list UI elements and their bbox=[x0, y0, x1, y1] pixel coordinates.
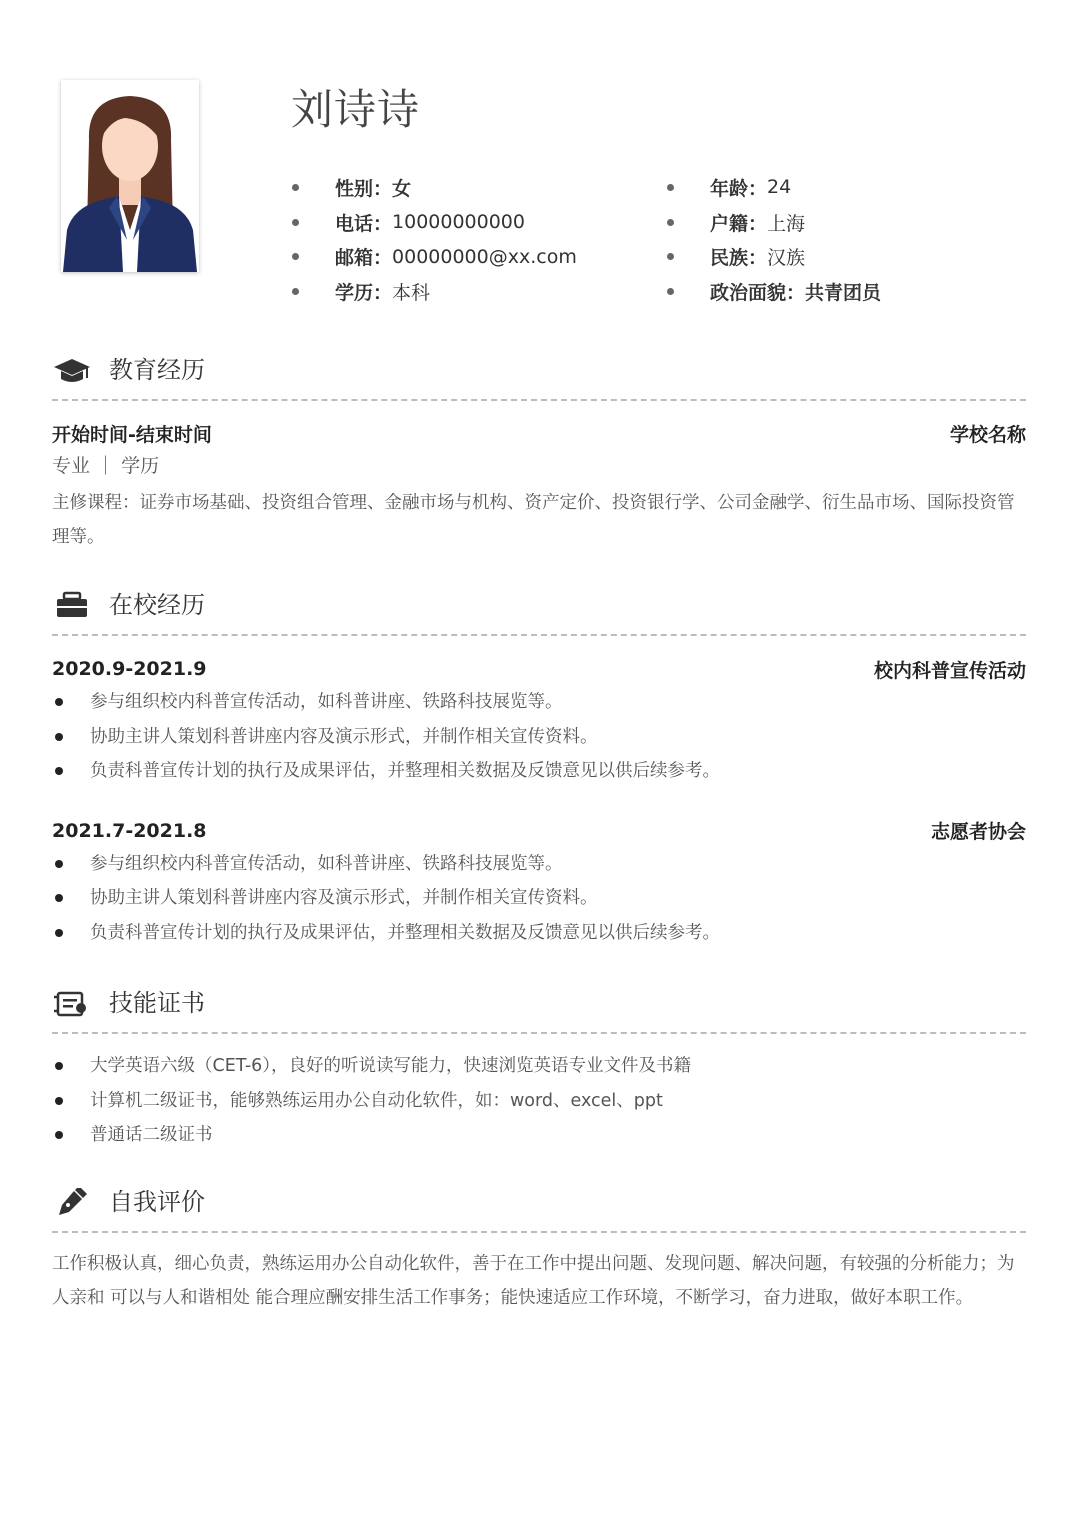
graduation-cap-icon bbox=[52, 356, 92, 386]
info-value: 00000000@xx.com bbox=[392, 245, 577, 268]
entry-period: 2020.9-2021.9 bbox=[52, 658, 207, 680]
bullet-dot bbox=[667, 219, 674, 226]
info-label: 户籍： bbox=[710, 212, 768, 235]
bullet-dot bbox=[292, 288, 299, 295]
campus-entry-header bbox=[52, 817, 1026, 845]
bullet-dot bbox=[292, 219, 299, 226]
info-ethnicity bbox=[667, 239, 881, 274]
info-value: 上海 bbox=[767, 212, 806, 235]
school-name: 学校名称 bbox=[949, 423, 1026, 446]
info-label: 电话： bbox=[335, 212, 393, 235]
certificate-icon bbox=[52, 989, 92, 1019]
list-item: 普通话二级证书 bbox=[52, 1118, 1026, 1153]
info-label: 民族： bbox=[710, 247, 768, 270]
section-divider bbox=[52, 1231, 1026, 1233]
entry-period: 2021.7-2021.8 bbox=[52, 819, 207, 842]
briefcase-icon bbox=[52, 591, 92, 621]
list-item: 大学英语六级（CET-6），良好的听说读写能力，快速浏览英语专业文件及书籍 bbox=[52, 1049, 1026, 1084]
info-phone bbox=[292, 205, 577, 240]
section-divider bbox=[52, 634, 1026, 636]
info-value: 24 bbox=[767, 176, 792, 199]
pen-icon bbox=[52, 1188, 92, 1218]
info-value: 汉族 bbox=[767, 247, 806, 270]
info-political-status bbox=[667, 274, 881, 309]
education-header-row bbox=[52, 420, 1026, 446]
info-email bbox=[292, 239, 577, 274]
info-value: 共青团员 bbox=[805, 281, 882, 304]
major-degree: 专业 ｜ 学历 bbox=[52, 455, 160, 477]
entry-org: 志愿者协会 bbox=[930, 821, 1026, 843]
bullet-dot bbox=[292, 253, 299, 260]
skills-list bbox=[52, 1049, 1026, 1153]
self-eval-section bbox=[52, 1182, 1026, 1315]
section-header bbox=[52, 585, 1026, 625]
list-item: 协助主讲人策划科普讲座内容及演示形式，并制作相关宣传资料。 bbox=[52, 720, 1026, 755]
self-eval-text: 工作积极认真，细心负责，熟练运用办公自动化软件，善于在工作中提出问题、发现问题、解决问题，有较强的分析能力；为人亲和 可以与人和谐相处 能合理应酬安排生活工作事务；能快速适应工作环境，不断学习，奋力进取，做好本职工作。 bbox=[52, 1254, 1015, 1308]
info-age bbox=[667, 170, 881, 205]
list-item: 参与组织校内科普宣传活动，如科普讲座、铁路科技展览等。 bbox=[52, 685, 1026, 720]
avatar-illustration bbox=[61, 80, 199, 272]
info-hometown bbox=[667, 205, 881, 240]
list-item: 负责科普宣传计划的执行及成果评估，并整理相关数据及反馈意见以供后续参考。 bbox=[52, 754, 1026, 789]
info-label: 邮箱： bbox=[335, 247, 393, 270]
profile-photo bbox=[61, 80, 199, 272]
info-label: 学历： bbox=[335, 281, 393, 304]
info-gender bbox=[292, 170, 577, 205]
section-header bbox=[52, 1182, 1026, 1222]
info-value: 10000000000 bbox=[392, 211, 525, 234]
info-left-column bbox=[292, 170, 577, 309]
section-title: 教育经历 bbox=[109, 356, 205, 384]
candidate-name: 刘诗诗 bbox=[291, 85, 421, 134]
bullet-dot bbox=[667, 253, 674, 260]
section-header bbox=[52, 350, 1026, 390]
info-label: 年龄： bbox=[710, 177, 768, 200]
info-label: 政治面貌： bbox=[710, 281, 806, 304]
list-item: 计算机二级证书，能够熟练运用办公自动化软件，如：word、excel、ppt bbox=[52, 1084, 1026, 1119]
campus-entry-list bbox=[52, 847, 1026, 951]
list-item: 协助主讲人策划科普讲座内容及演示形式，并制作相关宣传资料。 bbox=[52, 881, 1026, 916]
section-divider bbox=[52, 1032, 1026, 1034]
bullet-dot bbox=[667, 288, 674, 295]
section-header bbox=[52, 983, 1026, 1023]
education-section bbox=[52, 350, 1026, 554]
education-period: 开始时间-结束时间 bbox=[52, 423, 212, 446]
info-value: 本科 bbox=[392, 281, 431, 304]
campus-entry-list bbox=[52, 685, 1026, 789]
entry-org: 校内科普宣传活动 bbox=[873, 659, 1026, 682]
list-item: 负责科普宣传计划的执行及成果评估，并整理相关数据及反馈意见以供后续参考。 bbox=[52, 916, 1026, 951]
section-title: 技能证书 bbox=[109, 989, 205, 1017]
bullet-dot bbox=[667, 184, 674, 191]
info-value: 女 bbox=[392, 177, 412, 200]
info-label: 性别： bbox=[335, 177, 393, 200]
section-title: 自我评价 bbox=[109, 1188, 205, 1216]
info-education-level bbox=[292, 274, 577, 309]
campus-section bbox=[52, 585, 1026, 950]
info-right-column bbox=[667, 170, 881, 309]
section-title: 在校经历 bbox=[109, 591, 205, 619]
skills-section bbox=[52, 983, 1026, 1153]
courses-text: 主修课程：证券市场基础、投资组合管理、金融市场与机构、资产定价、投资银行学、公司金融学、衍生品市场、国际投资管理等。 bbox=[52, 493, 1015, 547]
campus-entry-header bbox=[52, 655, 1026, 683]
section-divider bbox=[52, 399, 1026, 401]
bullet-dot bbox=[292, 184, 299, 191]
list-item: 参与组织校内科普宣传活动，如科普讲座、铁路科技展览等。 bbox=[52, 847, 1026, 882]
